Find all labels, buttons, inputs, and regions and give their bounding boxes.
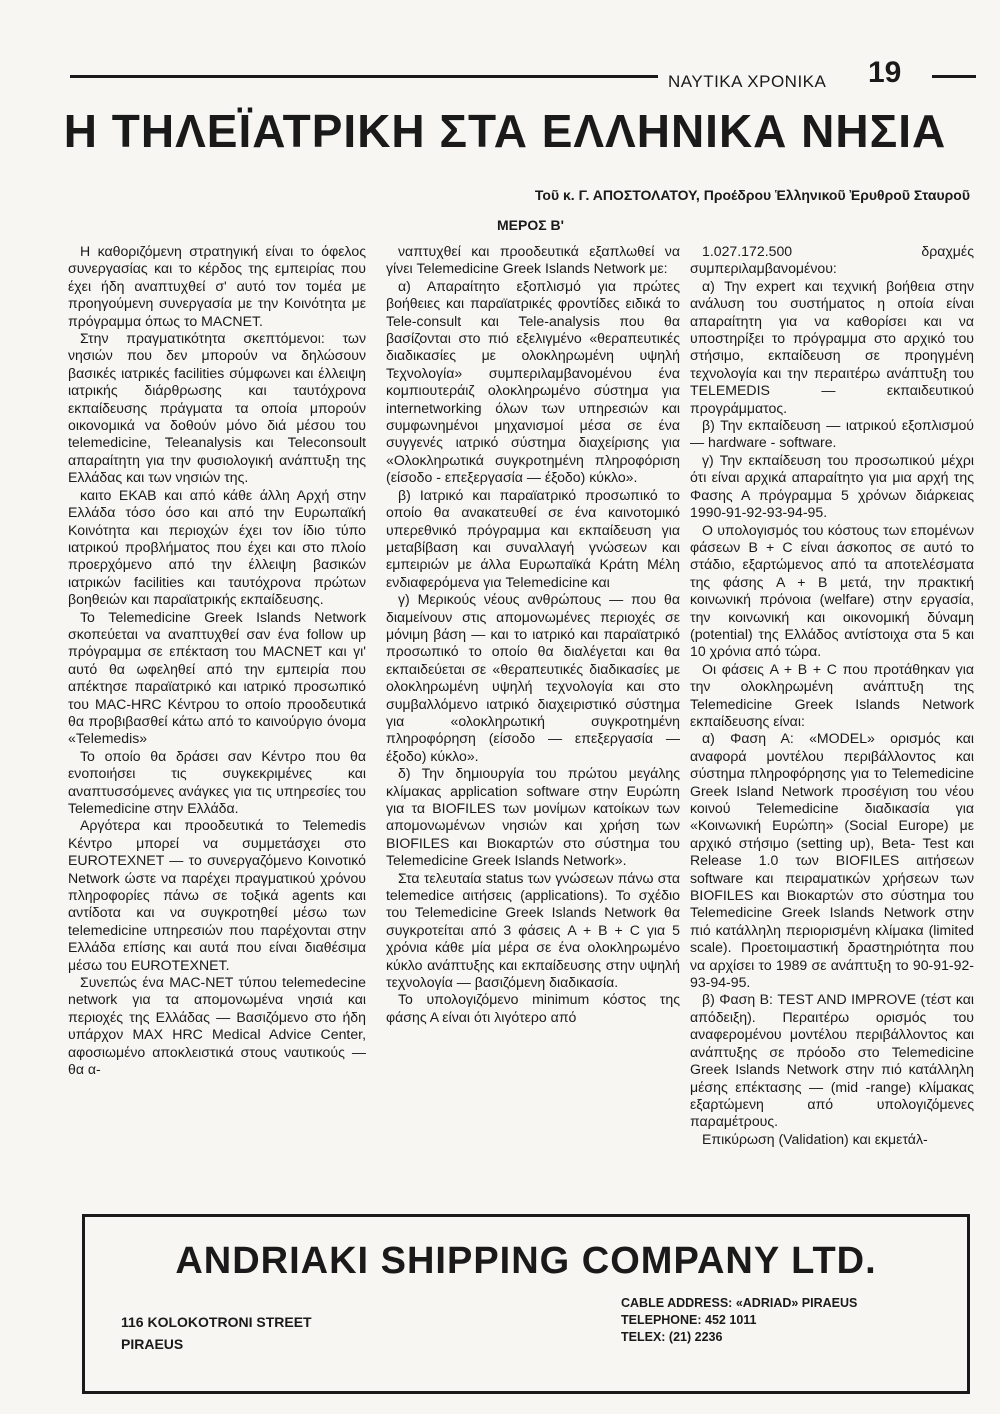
article-title: Η ΤΗΛΕΪΑΤΡΙΚΗ ΣΤΑ ΕΛΛΗΝΙΚΑ ΝΗΣΙΑ [63,105,947,157]
paragraph: Η καθοριζόμενη στρατηγική είναι το όφελος συνεργασίας και το κέρδος της εμπειρίας που έχει ήδη αναπτυχθεί σ' αυτό τον τομέα με προηγούμενη συνεργασία με την Κοινότητα με πρόγραμμα όπως το MACNET. [68,243,366,329]
paragraph: β) Την εκπαίδευση — ιατρικού εξοπλισμού — hardware - software. [690,417,974,451]
advertisement-box [82,1214,970,1394]
article-column-2 [386,243,680,1205]
ad-city: PIRAEUS [121,1336,184,1352]
paragraph: γ) Μερικούς νέους ανθρώπους — που θα διαμείνουν στις απομονωμένες περιοχές σε μόνιμη βάση — και το ιατρικό και παραϊατρικό προσωπικό το οποίο θα διαλέγεται και θα εκπαιδεύεται σε «θεραπευτικές διαδικασίες με ολοκληρωμένη υψηλή τεχνολογία και στο συμβαλλόμενο ιατρικό διαχειριστικό σύστημα για «ολοκληρωτική συγκροτημένη πληροφόρηση (είσοδο — επεξεργασία — έξοδο) κύκλο». [386,591,680,764]
paragraph: α) Απαραίτητο εξοπλισμό για πρώτες βοήθειες και παραϊατρικές φροντίδες ειδικά το Tele-consult και Tele-analysis που θα βασίζονται στο πιό εξελιγμένο «θεραπευτικές διαδικασίες με ολοκληρωμένη υψηλή Τεχνολογία» συμπεριλαμβανομένου ένα κομπιουτεράιζ ολοκληρωμένο σύστημα για internetworking όλων των υπηρεσιών και συμφωνημένοι μηχανισμοί μέσα σε ένα συγγενές ιατρικό σύστημα διαχείρισης για «Ολοκληρωτικά συγκροτημένη πληροφόριση (είσοδο - επεξεργασία — έξοδο) κύκλο». [386,277,680,486]
paragraph: α) Την expert και τεχνική βοήθεια στην ανάλυση του συστήματος η οποία είναι απαραίτητη για να καθορίσει και να υποστηρίξει το πρόγραμμα στο αρχικό του στήσιμο, εκπαίδευση σε προηγμένη τεχνολογία και την περαιτέρω ανάπτυξη του TELEMEDIS — εκπαιδευτικού προγράμματος. [690,277,974,416]
paragraph: Ο υπολογισμός του κόστους των επομένων φάσεων B + C είναι άσκοπος σε αυτό το στάδιο, εξαρτώμενος από τα αποτελέσματα της φάσης A + B μετά, την πρακτική κοινωνική πρόνοια (welfare) στην εργασία, την κοινωνική και οικονομική δύναμη (potential) της Ελλάδος αντίστοιχα στα 5 και 10 χρόνια από τώρα. [690,521,974,660]
paragraph: α) Φαση Α: «MODEL» ορισμός και αναφορά μοντέλου περιβάλλοντος και σύστημα πληροφόρησης για το Telemedicine Greek Island Network προσέγιση του νέου κοινού Telemedicine διαδικασία για «Κοινωνική Ευρώπη» (Social Europe) με αρχικό στήσιμο (setting up), Beta- Test και Release 1.0 των BIOFILES αιτήσεων software και πειραματικών χρήσεων των BIOFILES και Βιοκαρτών στο σύστημα του Telemedicine Greek Islands Network στην πιό κατάλληλη περιορισμένη κλίμακα (limited scale). Προετοιμαστική δραστηριότητα που να αρχίσει το 1989 σε ανάπτυξη το 90-91-92-93-94-95. [690,730,974,991]
paragraph: β) Φαση Β: TEST AND IMPROVE (τέστ και απόδειξη). Περαιτέρω ορισμός του αναφερομένου μοντέλου περιβάλλοντος και ανάπτυξης σε πρόοδο στο Telemedicine Greek Islands Network στην πιό κατάλληλη μέσης επέκτασης — (mid -range) κλίμακας εξαρτώμενη από υπολογιζόμενες παραμέτρους. [690,991,974,1130]
header-rule-right [932,75,976,78]
ad-contact [621,1295,941,1346]
article-column-1 [68,243,366,1205]
paragraph: Αργότερα και προοδευτικά το Telemedis Κέντρο μπορεί να συμμετάσχει στο EUROTEXNET — το συνεργαζόμενο Κοινοτικό Network ώστε να παρέχει πραγματικού χρόνου πληροφορίες πάνω σε τοξικά agents και αντίδοτα και να συγκροτηθεί μέσω των telemedicine υπηρεσιών που παρέχονται στην Ελλάδα επίσης και αυτά που είναι διαθέσιμα μέσω του EUROTEXNET. [68,817,366,973]
article-column-3 [690,243,974,1205]
ad-street: 116 KOLOKOTRONI STREET [121,1314,312,1330]
paragraph: 1.027.172.500 δραχμές συμπεριλαμβανομένου: [690,243,974,277]
paragraph: Συνεπώς ένα MAC-NET τύπου telemedecine network για τα απομονωμένα νησιά και περιοχές της Ελλάδας — Βασιζόμενο στο ήδη υπάρχον MAX HRC Medical Advice Center, αφοσιωμένο αποκλειστικά στους ναυτικούς — θα α- [68,974,366,1078]
paragraph: Το οποίο θα δράσει σαν Κέντρο που θα ενοποιήσει τις συγκεκριμένες και αναπτυσσόμενες ανάγκες για τις υπηρεσίες του Telemedicine στην Ελλάδα. [68,747,366,816]
paragraph: γ) Την εκπαίδευση του προσωπικού μέχρι ότι είναι αρχικά απαραίτητο για μια αρχή της Φασης Α πρόγραμμα 5 χρόνων διάρκειας 1990-91-92-93-94-95. [690,451,974,521]
page-number: 19 [868,56,902,89]
paragraph: Οι φάσεις A + B + C που προτάθηκαν για την ολοκληρωμένη ανάπτυξη της Telemedicine Greek Islands Network εκπαίδευσης είναι: [690,660,974,729]
ad-cable: CABLE ADDRESS: «ADRIAD» PIRAEUS [621,1296,858,1310]
ad-address [121,1311,441,1355]
paragraph: δ) Την δημιουργία του πρώτου μεγάλης κλίμακας application software στην Ευρώπη για τα BIOFILES των μονίμων κατοίκων των απομονωμένων νησιών και χρήση των BIOFILES και Βιοκαρτών στο σύστημα του Telemedicine Greek Islands Network». [386,765,680,869]
magazine-name: ΝΑΥΤΙΚΑ ΧΡΟΝΙΚΑ [668,72,827,91]
header-rule-left [70,75,658,78]
paragraph: Το υπολογιζόμενο minimum κόστος της φάσης Α είναι ότι λιγότερο από [386,991,680,1025]
paragraph: Επικύρωση (Validation) και εκμετάλ- [702,1130,928,1147]
ad-telex: TELEX: (21) 2236 [621,1330,723,1344]
ad-company-name: ANDRIAKI SHIPPING COMPANY LTD. [175,1240,877,1282]
article-part: ΜΕΡΟΣ Β' [497,217,564,233]
ad-telephone: TELEPHONE: 452 1011 [621,1313,757,1327]
paragraph: ναπτυχθεί και προοδευτικά εξαπλωθεί να γίνει Telemedicine Greek Islands Network με: [386,243,680,277]
paragraph: Στην πραγματικότητα σκεπτόμενοι: των νησιών που δεν μπορούν να δηλώσουν βασικές ιατρικές facilities σύμφωνει και έλλειψη ιατρικής διάρθρωσης και ταυτόχρονα εκπαίδευσης πράγματα τα οποία μπορούν οικονομικά να δοθούν μόνο διά μέσου του telemedicine, Teleanalysis και Teleconsoult απαραίτητη για την φυσιολογική ανάπτυξη της Ελλάδας και των νησιών της. [68,330,366,486]
paragraph: καιτο ΕΚΑΒ και από κάθε άλλη Αρχή στην Ελλάδα τόσο όσο και από την Ευρωπαϊκή Κοινότητα και περιοχών έχει τον ίδιο τύπο ιατρικού προβλήματος που έχει και στο πλοίο προερχόμενο από την έλλειψη βασικών ιατρικών facilities και ταυτόχρονα πρώτων βοηθειών και παραϊατρικής εκπαίδευσης. [68,486,366,608]
paragraph: β) Ιατρικό και παραϊατρικό προσωπικό το οποίο θα ανακατευθεί σε ένα καινοτομικό υπερεθνικό πρόγραμμα και εκπαίδευση για μεταβίβαση και συναλλαγή γνώσεων και εμπειριών με άλλα Ευρωπαϊκά Κράτη Μέλη ενδιαφερόμενα για Telemedicine και [386,486,680,590]
paragraph: Το Telemedicine Greek Islands Network σκοπεύεται να αναπτυχθεί σαν ένα follow up πρόγραμμα σε επέκταση του MACNET και γι' αυτό θα ωφεληθεί από την εμπειρία που απέκτησε παραϊατρικό και ιατρικό προσωπικό του MAC-HRC Κέντρου το οποίο προοδευτικά θα προβιβασθεί κάτω από το καινούργιο όνομα «Telemedis» [68,608,366,747]
paragraph: Στα τελευταία status των γνώσεων πάνω στα telemedice αιτήσεις (applications). Το σχέδιο του Telemedicine Greek Islands Network θα συγκροτείται από 3 φάσεις A + B + C για 5 χρόνια κάθε μία μέρα σε ένα ολοκληρωμένο κύκλο ανάπτυξης και εκπαίδευσης στην υψηλή τεχνολογία — βασιζόμενη διαδικασία. [386,869,680,991]
article-byline: Τοῦ κ. Γ. ΑΠΟΣΤΟΛΑΤΟΥ, Προέδρου Ἑλληνικοῦ Ἐρυθροῦ Σταυροῦ [534,187,970,203]
